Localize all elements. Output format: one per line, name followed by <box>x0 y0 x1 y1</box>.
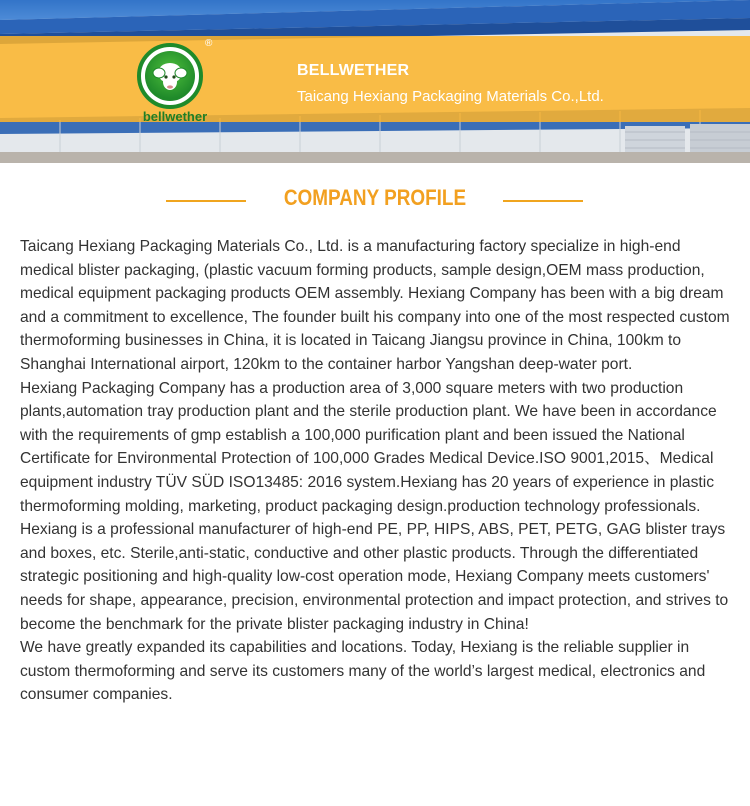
paragraph: We have greatly expanded its capabilities and locations. Today, Hexiang is the reliable supplier in custom thermoforming and serve its customers many of the world’s largest medical, electronics and consumer companies. <box>20 639 706 704</box>
section-title: COMPANY PROFILE <box>283 185 467 210</box>
profile-body <box>20 235 738 707</box>
section-heading <box>0 183 750 217</box>
logo-wordmark: bellwether <box>142 109 208 124</box>
paragraph: Hexiang Packaging Company has a production area of 3,000 square meters with two production plants,automation tray production plant and the sterile production plant. We have been in accordance with the requirements of gmp establish a 100,000 purification plant and been issued the National Certificate for Environmental Protection of 100,000 Grades Medical Device.ISO 9001,2015、Medical equipment industry TÜV SÜD ISO13485: 2016 system.Hexiang has 20 years of experience in plastic thermoforming molding, marketing, product packaging design.production technology professionals. <box>20 379 717 515</box>
company-full-name: Taicang Hexiang Packaging Materials Co.,Ltd. <box>297 88 604 105</box>
heading-rule-right <box>503 200 583 202</box>
logo-badge <box>137 43 203 109</box>
hero-banner <box>0 0 750 163</box>
brand-logo <box>133 38 223 127</box>
paragraph: Taicang Hexiang Packaging Materials Co., Ltd. is a manufacturing factory specialize in high-end medical blister packaging, (plastic vacuum forming products, sample design,OEM mass production, medical equipment packaging products OEM assembly. Hexiang Company has been with a big dream and a commitment to excellence, The founder built his company into one of the most respected custom thermoforming businesses in China, it is located in Taicang Jiangsu province in China, 100km to Shanghai International airport, 120km to the container harbor Yangshan deep-water port. <box>20 238 730 373</box>
brand-name: BELLWETHER <box>297 62 410 79</box>
registered-mark: ® <box>205 38 213 49</box>
sheep-head-icon <box>145 51 195 101</box>
paragraph: Hexiang is a professional manufacturer of high-end PE, PP, HIPS, ABS, PET, PETG, GAG blister trays and boxes, etc. Sterile,anti-static, conductive and other plastic products. Through the differentiated strategic positioning and high-quality low-cost operation mode, Hexiang Company meets customers' needs for shape, appearance, precision, environmental protection and impact protection, and strives to become the benchmark for the private blister packaging industry in China! <box>20 521 729 633</box>
heading-rule-left <box>166 200 246 202</box>
